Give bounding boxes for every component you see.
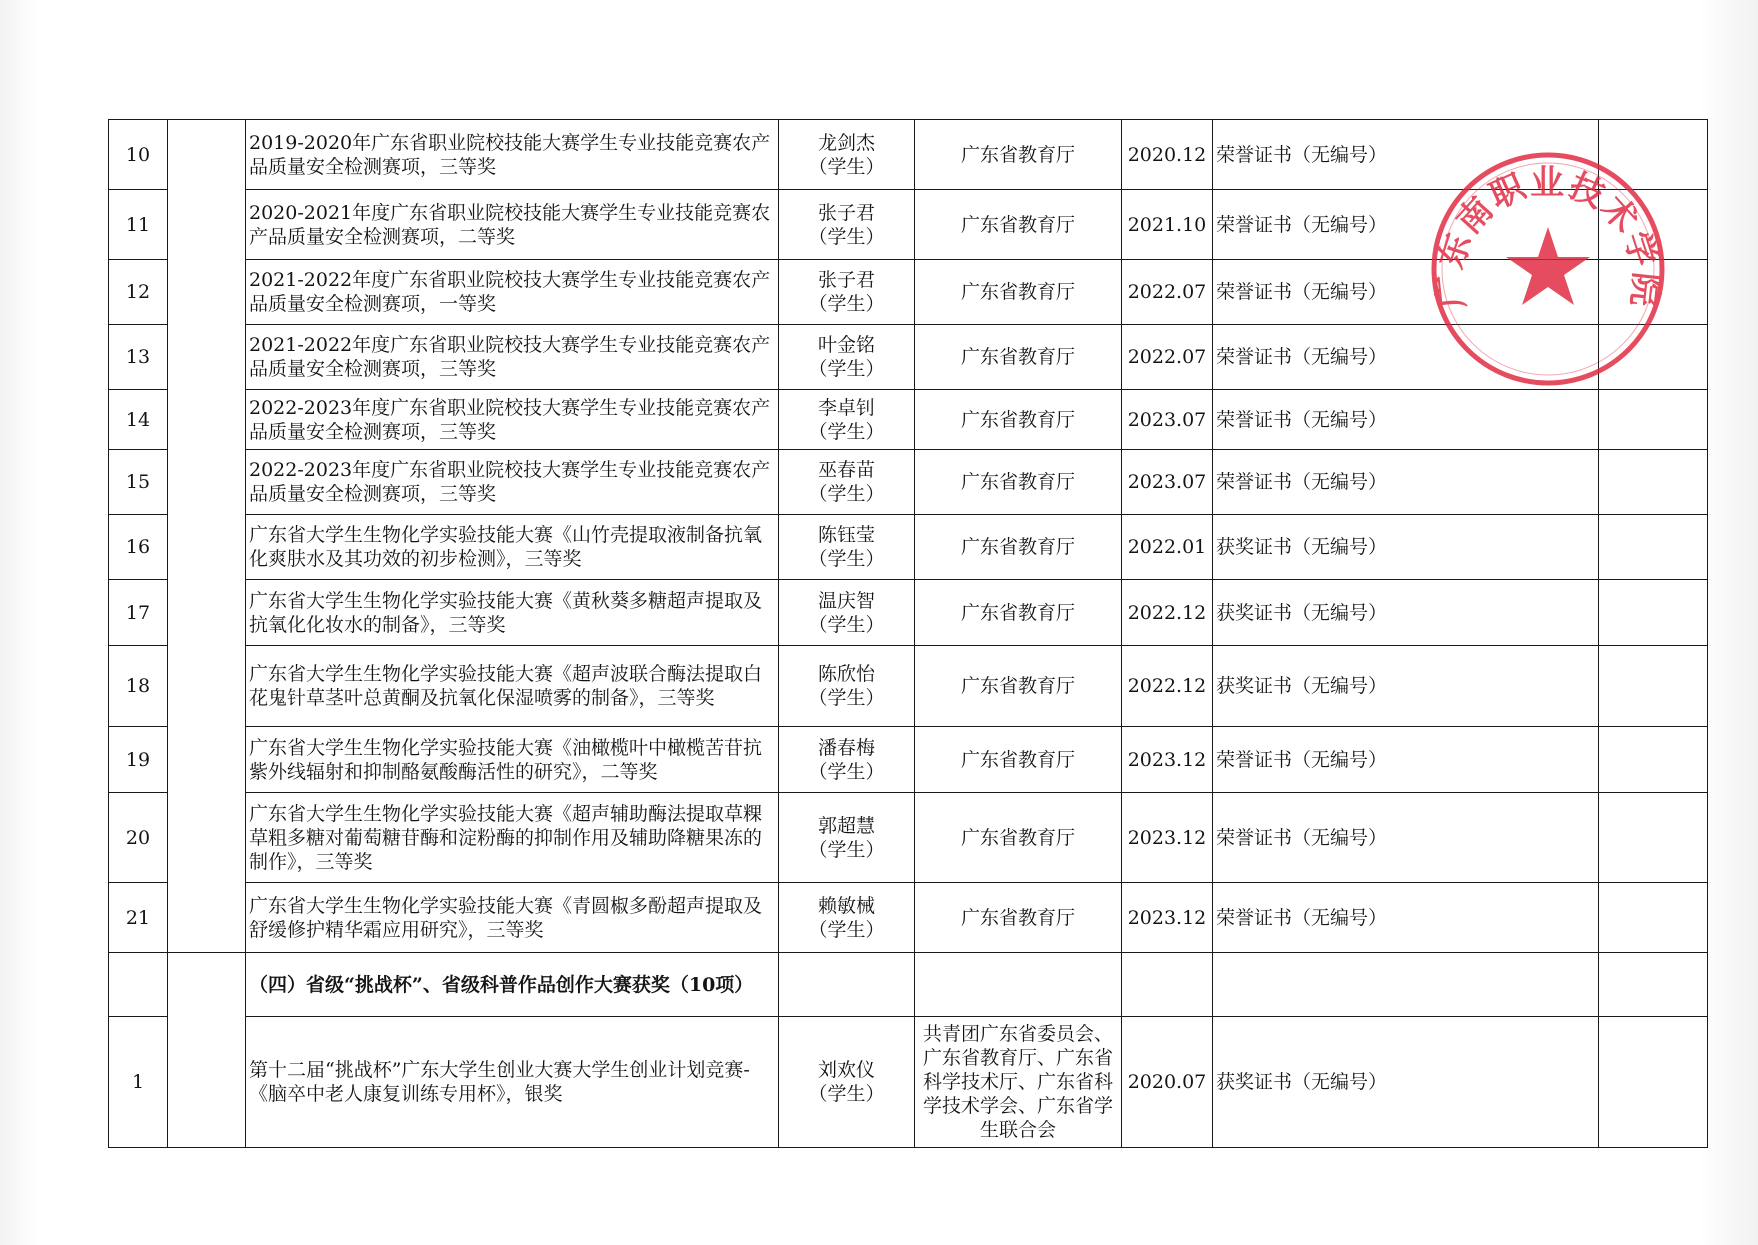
awardee-name: 陈欣怡 bbox=[817, 663, 875, 685]
awardee-cell bbox=[779, 1017, 915, 1148]
awardee-cell bbox=[779, 390, 915, 450]
row-number: 12 bbox=[109, 260, 168, 325]
certificate-type bbox=[1213, 953, 1599, 1017]
award-date: 2023.07 bbox=[1122, 450, 1213, 515]
certificate-type: 荣誉证书（无编号） bbox=[1213, 325, 1599, 390]
award-date: 2022.07 bbox=[1122, 325, 1213, 390]
awardee-role: （学生） bbox=[808, 548, 885, 570]
table-row bbox=[109, 260, 1708, 325]
table-row bbox=[109, 190, 1708, 260]
row-number: 20 bbox=[109, 793, 168, 883]
award-date: 2022.12 bbox=[1122, 580, 1213, 646]
awardee-role: （学生） bbox=[808, 483, 885, 505]
awardee-role: （学生） bbox=[808, 838, 885, 861]
certificate-type: 荣誉证书（无编号） bbox=[1213, 727, 1599, 793]
awardee-cell bbox=[779, 883, 915, 953]
awardee-name: 赖敏械 bbox=[817, 894, 875, 917]
awardee-cell bbox=[779, 953, 915, 1017]
awardee-name: 龙剑杰 bbox=[817, 131, 875, 154]
award-date: 2022.07 bbox=[1122, 260, 1213, 325]
table-row bbox=[109, 727, 1708, 793]
certificate-type: 荣誉证书（无编号） bbox=[1213, 260, 1599, 325]
awardee-cell bbox=[779, 793, 915, 883]
category-cell bbox=[168, 120, 246, 953]
awardee-name: 张子君 bbox=[817, 269, 875, 291]
awardee-cell bbox=[779, 190, 915, 260]
award-date: 2020.12 bbox=[1122, 120, 1213, 190]
award-name: 2022-2023年度广东省职业院校技大赛学生专业技能竞赛农产品质量安全检测赛项，三等奖 bbox=[246, 390, 779, 450]
certificate-type: 荣誉证书（无编号） bbox=[1213, 883, 1599, 953]
issuing-organization: 广东省教育厅 bbox=[915, 390, 1122, 450]
row-number: 13 bbox=[109, 325, 168, 390]
table-row bbox=[109, 120, 1708, 190]
issuing-organization: 广东省教育厅 bbox=[915, 190, 1122, 260]
section-title: （四）省级“挑战杯”、省级科普作品创作大赛获奖（10项） bbox=[246, 953, 779, 1017]
issuing-organization: 广东省教育厅 bbox=[915, 727, 1122, 793]
awardee-role: （学生） bbox=[808, 918, 885, 941]
certificate-type: 获奖证书（无编号） bbox=[1213, 580, 1599, 646]
awardee-name: 李卓钊 bbox=[817, 396, 875, 419]
awardee-cell bbox=[779, 450, 915, 515]
certificate-type: 荣誉证书（无编号） bbox=[1213, 450, 1599, 515]
awards-table bbox=[108, 119, 1708, 1148]
row-number bbox=[109, 953, 168, 1017]
awardee-role: （学生） bbox=[808, 613, 885, 636]
table-row bbox=[109, 793, 1708, 883]
award-name: 广东省大学生生物化学实验技能大赛《黄秋葵多糖超声提取及抗氧化化妆水的制备》，三等奖 bbox=[246, 580, 779, 646]
awardee-cell bbox=[779, 515, 915, 580]
issuing-organization: 广东省教育厅 bbox=[915, 883, 1122, 953]
table-row bbox=[109, 1017, 1708, 1148]
award-name: 广东省大学生生物化学实验技能大赛《超声波联合酶法提取白花鬼针草茎叶总黄酮及抗氧化保湿喷雾的制备》，三等奖 bbox=[246, 646, 779, 727]
awardee-role: （学生） bbox=[808, 1083, 885, 1105]
award-name: 2022-2023年度广东省职业院校技大赛学生专业技能竞赛农产品质量安全检测赛项，三等奖 bbox=[246, 450, 779, 515]
remarks-cell bbox=[1599, 260, 1708, 325]
certificate-type: 荣誉证书（无编号） bbox=[1213, 120, 1599, 190]
table-row bbox=[109, 883, 1708, 953]
remarks-cell bbox=[1599, 120, 1708, 190]
row-number: 18 bbox=[109, 646, 168, 727]
certificate-type: 荣誉证书（无编号） bbox=[1213, 390, 1599, 450]
remarks-cell bbox=[1599, 793, 1708, 883]
award-name: 2021-2022年度广东省职业院校技大赛学生专业技能竞赛农产品质量安全检测赛项，一等奖 bbox=[246, 260, 779, 325]
remarks-cell bbox=[1599, 727, 1708, 793]
awardee-role: （学生） bbox=[808, 155, 885, 178]
award-name: 2020-2021年度广东省职业院校技能大赛学生专业技能竞赛农产品质量安全检测赛项，二等奖 bbox=[246, 190, 779, 260]
award-name: 广东省大学生生物化学实验技能大赛《超声辅助酶法提取草粿草粗多糖对葡萄糖苷酶和淀粉酶的抑制作用及辅助降糖果冻的制作》，三等奖 bbox=[246, 793, 779, 883]
certificate-type: 荣誉证书（无编号） bbox=[1213, 793, 1599, 883]
remarks-cell bbox=[1599, 883, 1708, 953]
awardee-role: （学生） bbox=[808, 687, 885, 709]
award-date bbox=[1122, 953, 1213, 1017]
award-date: 2022.12 bbox=[1122, 646, 1213, 727]
issuing-organization: 广东省教育厅 bbox=[915, 120, 1122, 190]
award-name: 广东省大学生生物化学实验技能大赛《青圆椒多酚超声提取及舒缓修护精华霜应用研究》，三等奖 bbox=[246, 883, 779, 953]
awardee-cell bbox=[779, 260, 915, 325]
remarks-cell bbox=[1599, 325, 1708, 390]
certificate-type: 获奖证书（无编号） bbox=[1213, 646, 1599, 727]
issuing-organization: 广东省教育厅 bbox=[915, 646, 1122, 727]
issuing-organization: 共青团广东省委员会、广东省教育厅、广东省科学技术厅、广东省科学技术学会、广东省学生联合会 bbox=[915, 1017, 1122, 1148]
issuing-organization: 广东省教育厅 bbox=[915, 325, 1122, 390]
award-date: 2022.01 bbox=[1122, 515, 1213, 580]
certificate-type: 获奖证书（无编号） bbox=[1213, 1017, 1599, 1148]
awardee-cell bbox=[779, 120, 915, 190]
award-name: 2021-2022年度广东省职业院校技大赛学生专业技能竞赛农产品质量安全检测赛项，三等奖 bbox=[246, 325, 779, 390]
certificate-type: 获奖证书（无编号） bbox=[1213, 515, 1599, 580]
section-header-row bbox=[109, 953, 1708, 1017]
awardee-role: （学生） bbox=[808, 420, 885, 443]
remarks-cell bbox=[1599, 953, 1708, 1017]
table-row bbox=[109, 390, 1708, 450]
award-date: 2023.12 bbox=[1122, 793, 1213, 883]
row-number: 16 bbox=[109, 515, 168, 580]
issuing-organization: 广东省教育厅 bbox=[915, 450, 1122, 515]
table-row bbox=[109, 646, 1708, 727]
award-name: 广东省大学生生物化学实验技能大赛《山竹壳提取液制备抗氧化爽肤水及其功效的初步检测》，三等奖 bbox=[246, 515, 779, 580]
remarks-cell bbox=[1599, 580, 1708, 646]
issuing-organization: 广东省教育厅 bbox=[915, 580, 1122, 646]
awardee-cell bbox=[779, 646, 915, 727]
awardee-name: 温庆智 bbox=[817, 589, 875, 612]
row-number: 11 bbox=[109, 190, 168, 260]
issuing-organization: 广东省教育厅 bbox=[915, 515, 1122, 580]
remarks-cell bbox=[1599, 450, 1708, 515]
awardee-role: （学生） bbox=[808, 760, 885, 783]
award-date: 2023.12 bbox=[1122, 883, 1213, 953]
awardee-name: 叶金铭 bbox=[817, 334, 875, 356]
remarks-cell bbox=[1599, 390, 1708, 450]
row-number: 15 bbox=[109, 450, 168, 515]
table-row bbox=[109, 580, 1708, 646]
award-name: 2019-2020年广东省职业院校技能大赛学生专业技能竞赛农产品质量安全检测赛项，三等奖 bbox=[246, 120, 779, 190]
awardee-name: 潘春梅 bbox=[817, 736, 875, 759]
table-row bbox=[109, 325, 1708, 390]
award-date: 2020.07 bbox=[1122, 1017, 1213, 1148]
award-name: 广东省大学生生物化学实验技能大赛《油橄榄叶中橄榄苦苷抗紫外线辐射和抑制酪氨酸酶活性的研究》，二等奖 bbox=[246, 727, 779, 793]
seal-text: 广东南职业技术学院 bbox=[1429, 162, 1667, 311]
awardee-name: 张子君 bbox=[817, 201, 875, 224]
table-row bbox=[109, 450, 1708, 515]
row-number: 10 bbox=[109, 120, 168, 190]
certificate-type: 荣誉证书（无编号） bbox=[1213, 190, 1599, 260]
row-number: 14 bbox=[109, 390, 168, 450]
category-cell bbox=[168, 953, 246, 1148]
table-body bbox=[109, 120, 1708, 1148]
awardee-role: （学生） bbox=[808, 225, 885, 248]
issuing-organization: 广东省教育厅 bbox=[915, 793, 1122, 883]
issuing-organization bbox=[915, 953, 1122, 1017]
remarks-cell bbox=[1599, 515, 1708, 580]
award-date: 2023.07 bbox=[1122, 390, 1213, 450]
awardee-name: 陈钰莹 bbox=[817, 524, 875, 546]
award-date: 2023.12 bbox=[1122, 727, 1213, 793]
row-number: 17 bbox=[109, 580, 168, 646]
row-number: 19 bbox=[109, 727, 168, 793]
remarks-cell bbox=[1599, 646, 1708, 727]
awardee-role: （学生） bbox=[808, 293, 885, 315]
awardee-name: 巫春苗 bbox=[817, 459, 875, 481]
issuing-organization: 广东省教育厅 bbox=[915, 260, 1122, 325]
row-number: 1 bbox=[109, 1017, 168, 1148]
awardee-name: 郭超慧 bbox=[817, 814, 875, 837]
award-date: 2021.10 bbox=[1122, 190, 1213, 260]
table-row bbox=[109, 515, 1708, 580]
remarks-cell bbox=[1599, 1017, 1708, 1148]
awardee-cell bbox=[779, 727, 915, 793]
remarks-cell bbox=[1599, 190, 1708, 260]
awardee-role: （学生） bbox=[808, 358, 885, 380]
awardee-name: 刘欢仪 bbox=[817, 1059, 875, 1081]
row-number: 21 bbox=[109, 883, 168, 953]
award-name: 第十二届“挑战杯”广东大学生创业大赛大学生创业计划竞赛-《脑卒中老人康复训练专用杯》，银奖 bbox=[246, 1017, 779, 1148]
awardee-cell bbox=[779, 325, 915, 390]
awardee-cell bbox=[779, 580, 915, 646]
